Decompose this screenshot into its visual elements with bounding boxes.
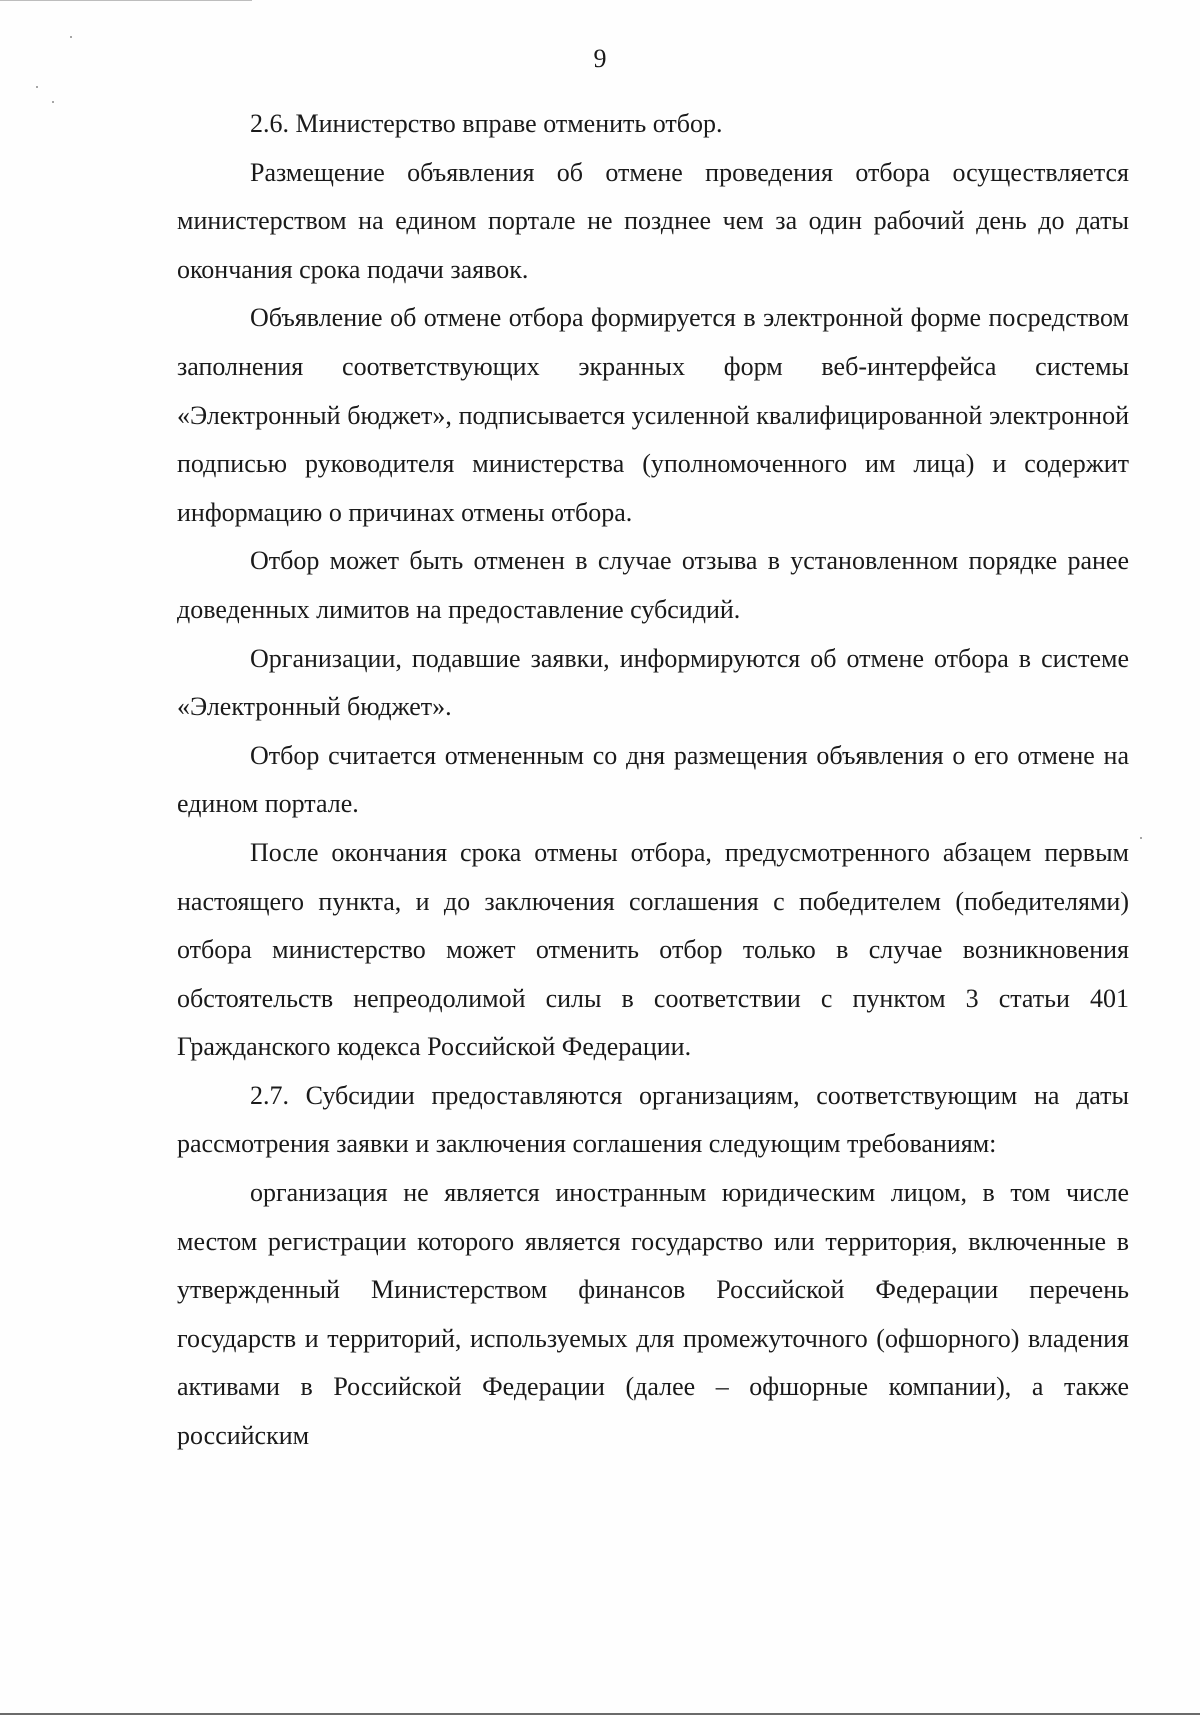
paragraph-cancellation-notice-placement: Размещение объявления об отмене проведения отбора осуществляется министерством на едином портале не позднее чем за один рабочий день до даты окончания срока подачи заявок.: [177, 157, 1129, 284]
paragraph-force-majeure: После окончания срока отмены отбора, предусмотренного абзацем первым настоящего пункта, и до заключения соглашения с победителем (победителями) отбора министерство может отменить отбор только в случае возникновения обстоятельств непреодолимой силы в соответствии с пунктом 3 статьи 401 Гражданского кодекса Российской Федерации.: [177, 837, 1129, 1062]
scan-speck: [70, 36, 72, 38]
paragraph-cancellation-effective: Отбор считается отмененным со дня размещения объявления о его отмене на едином портале.: [177, 740, 1129, 819]
clause-2-6-heading: 2.6. Министерство вправе отменить отбор.: [250, 109, 723, 138]
paragraph-applicants-notified: Организации, подавшие заявки, информируются об отмене отбора в системе «Электронный бюджет».: [177, 643, 1129, 722]
scan-speck: [52, 101, 54, 103]
scan-edge-top: [0, 0, 252, 1]
clause-2-7-requirements: 2.7. Субсидии предоставляются организациям, соответствующим на даты рассмотрения заявки и заключения соглашения следующим требованиям:: [177, 1080, 1129, 1159]
scan-speck: [1140, 837, 1142, 839]
scan-speck: [36, 86, 38, 88]
document-body: [177, 100, 1129, 1461]
paragraph-requirement-not-foreign: организация не является иностранным юридическим лицом, в том числе местом регистрации которого является государство или территория, включенные в утвержденный Министерством финансов Российской Федерации перечень государств и территорий, используемых для промежуточного (офшорного) владения активами в Российской Федерации (далее – офшорные компании), а также российским: [177, 1178, 1129, 1451]
paragraph-cancellation-grounds: Отбор может быть отменен в случае отзыва в установленном порядке ранее доведенных лимитов на предоставление субсидий.: [177, 546, 1129, 624]
page-number: 9: [593, 44, 607, 73]
paragraph-cancellation-notice-form: Объявление об отмене отбора формируется в электронной форме посредством заполнения соответствующих экранных форм веб-интерфейса системы «Электронный бюджет», подписывается усиленной квалифицированной электронной подписью руководителя министерства (уполномоченного им лица) и содержит информацию о причинах отмены отбора.: [177, 303, 1129, 527]
